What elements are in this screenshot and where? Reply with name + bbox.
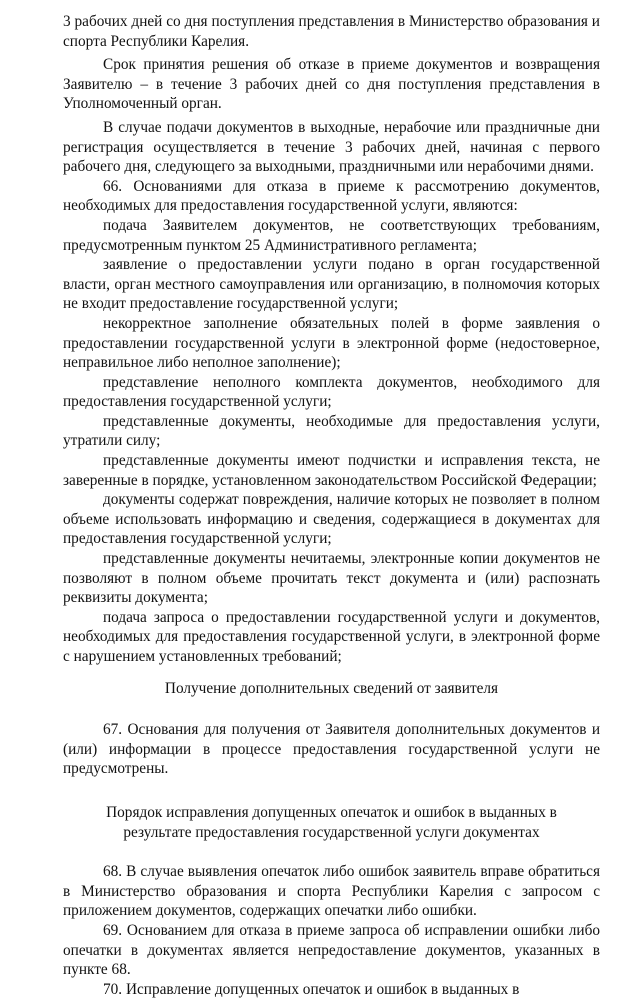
list-item-refusal-ground: документы содержат повреждения, наличие которых не позволяет в полном объеме использовать информацию и сведения, содержащиеся в документах для предоставления государственной услуги;	[63, 491, 600, 548]
paragraph-67: 67. Основания для получения от Заявителя дополнительных документов и (или) информации в процессе предоставления государственной услуги не предусмотрены.	[63, 721, 600, 778]
list-item-refusal-ground: представление неполного комплекта документов, необходимого для предоставления государственной услуги;	[63, 373, 600, 411]
list-item-refusal-ground: некорректное заполнение обязательных полей в форме заявления о предоставлении государственной услуги в электронной форме (недостоверное, неправильное либо неполное заполнение);	[63, 314, 600, 372]
list-item-refusal-ground: заявление о предоставлении услуги подано в орган государственной власти, орган местного самоуправления или организацию, в полномочия которых не входит предоставление государственной услуги;	[63, 256, 600, 313]
paragraph-weekend-registration: В случае подачи документов в выходные, нерабочие или праздничные дни регистрация осуществляется в течение 3 рабочих дней, начиная с первого рабочего дня, следующего за выходными, праздничными или нерабочими днями.	[63, 118, 600, 176]
paragraph-68: 68. В случае выявления опечаток либо ошибок заявитель вправе обратиться в Министерство образования и спорта Республики Карелия с запросом с приложением документов, содержащих опечатки либо ошибки.	[63, 863, 600, 920]
section-heading-corrections: Порядок исправления допущенных опечаток и ошибок в выданных в результате предоставления государственной услуги документах	[106, 803, 557, 841]
paragraph-70: 70. Исправление допущенных опечаток и ошибок в выданных в	[103, 980, 520, 998]
list-item-refusal-ground: представленные документы имеют подчистки и исправления текста, не заверенные в порядке, установленном законодательством Российской Федерации;	[63, 452, 600, 489]
list-item-refusal-ground: представленные документы, необходимые для предоставления услуги, утратили силу;	[63, 412, 600, 450]
section-heading-additional-info: Получение дополнительных сведений от заявителя	[164, 679, 499, 697]
paragraph-66: 66. Основаниями для отказа в приеме к рассмотрению документов, необходимых для предоставления государственной услуги, являются:	[63, 177, 600, 215]
list-item-refusal-ground: представленные документы нечитаемы, электронные копии документов не позволяют в полном объеме прочитать текст документа и (или) распознать реквизиты документа;	[63, 550, 600, 607]
paragraph-69: 69. Основанием для отказа в приеме запроса об исправлении ошибки либо опечатки в документах является непредоставление документов, указанных в пункте 68.	[63, 921, 600, 979]
list-item-refusal-ground: подача Заявителем документов, не соответствующих требованиям, предусмотренным пунктом 25 Административного регламента;	[63, 216, 600, 254]
paragraph-refusal-deadline: Срок принятия решения об отказе в приеме документов и возвращения Заявителю – в течение 3 рабочих дней со дня поступления представления в Уполномоченный орган.	[63, 56, 600, 113]
paragraph-continuation: 3 рабочих дней со дня поступления представления в Министерство образования и спорта Республики Карелия.	[63, 13, 600, 50]
list-item-refusal-ground: подача запроса о предоставлении государственной услуги и документов, необходимых для предоставления государственной услуги, в электронной форме с нарушением установленных требований;	[63, 608, 600, 665]
document-page	[63, 12, 600, 999]
